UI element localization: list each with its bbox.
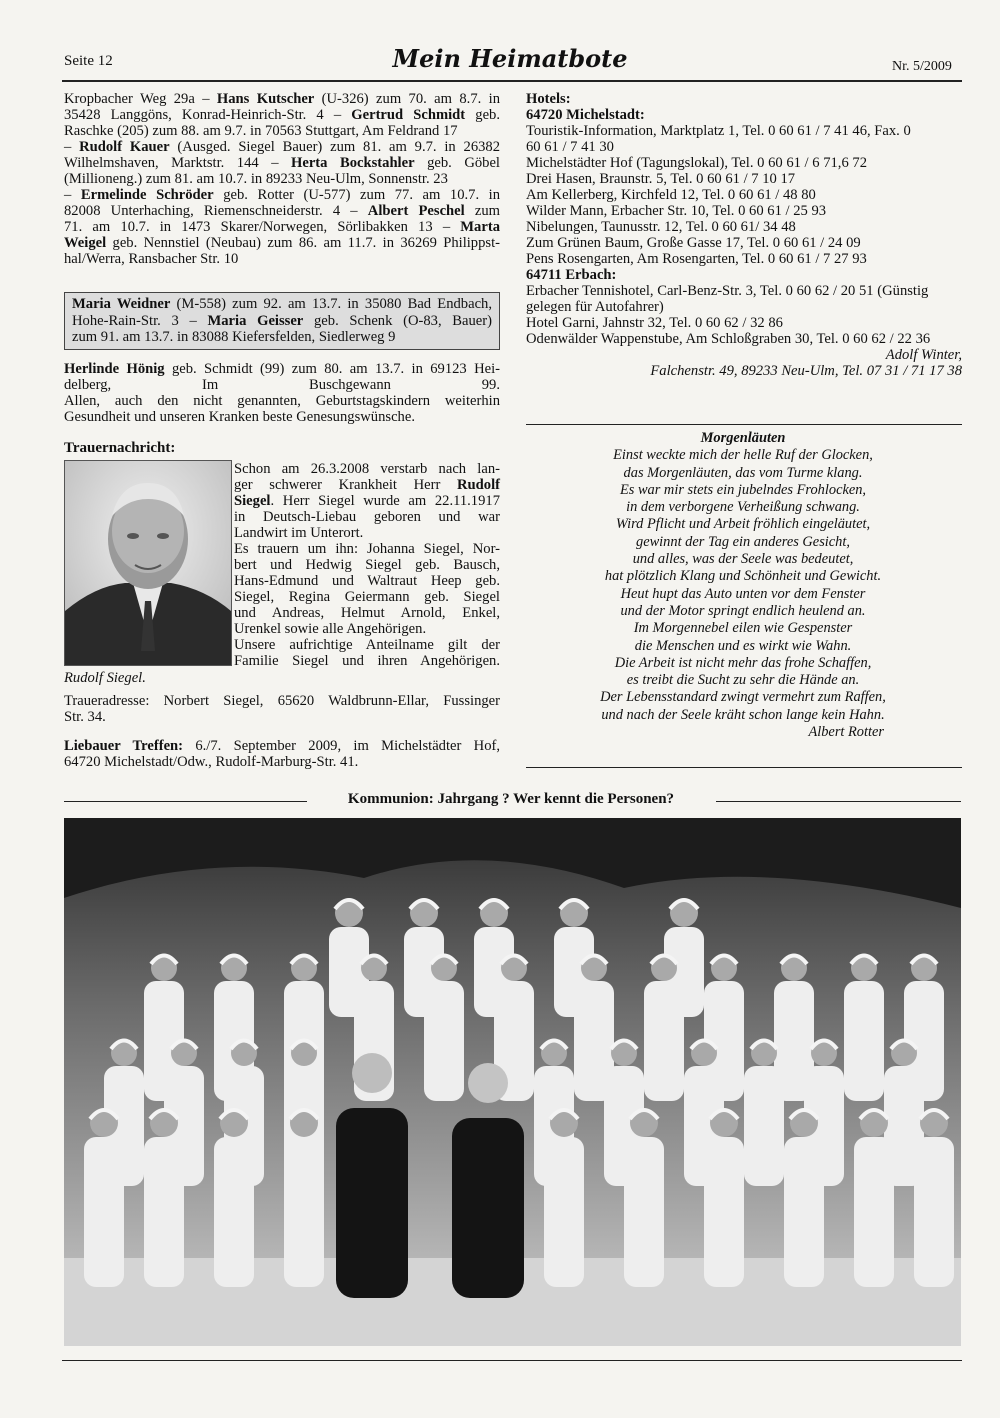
person-name: Siegel [234,493,271,509]
person-name: Gertrud Schmidt [351,107,466,123]
poem-line: Die Arbeit ist nicht mehr das frohe Schaffen, [614,654,872,671]
poem-line: das Morgenläuten, das vom Turme klang. [623,464,863,481]
signature-address: Falchenstr. 49, 89233 Neu-Ulm, Tel. 07 31 / 71 17 38 [650,363,962,379]
hotel-entry: Touristik-Information, Marktplatz 1, Tel. 0 60 61 / 7 41 46, Fax. 0 [526,123,911,139]
page-number: Seite 12 [64,53,113,69]
poem-title: Morgenläuten [700,430,786,446]
text-line: ger schwerer Krankheit Herr Rudolf [234,477,500,493]
masthead-text: Mein Heimatbote [392,44,628,73]
person-name: Weigel [64,235,107,251]
text-line: Raschke (205) zum 88. am 9.7. in 70563 Stuttgart, Am Feldrand 17 [64,123,458,139]
hotels-heading: Hotels: [526,91,571,107]
hotel-entry: Wilder Mann, Erbacher Str. 10, Tel. 0 60 61 / 25 93 [526,203,827,219]
person-name: Herta Bockstahler [291,155,415,171]
treffen-notice [64,738,500,770]
hotel-entry: Am Kellerberg, Kirchfeld 12, Tel. 0 60 61 / 48 80 [526,187,816,203]
caption-rule-right [716,801,961,802]
poem-author: Albert Rotter [808,724,884,741]
text-line: Siegel, Regina Geiermann geb. Siegel [234,589,500,605]
poem-line: und der Motor springt endlich heulend an. [620,602,866,619]
header-rule [62,80,962,82]
poem-line: Wird Pflicht und Arbeit fröhlich eingeläutet, [615,516,871,533]
bottom-rule [62,1360,962,1361]
erbach-heading: 64711 Erbach: [526,267,617,283]
text-line: Landwirt im Unterort. [234,525,364,541]
poem-line: gewinnt der Tag ein anderes Gesicht, [636,533,850,550]
portrait-caption: Rudolf Siegel. [64,670,146,686]
text-line: Urenkel sowie alle Angehörigen. [234,621,427,637]
text-line: – Ermelinde Schröder geb. Rotter (U-577) zum 77. am 10.7. in [64,187,500,203]
text-line: Hans-Edmund und Waltraut Heep geb. [234,573,500,589]
michelstadt-heading: 64720 Michelstadt: [526,107,645,123]
text-line: – Rudolf Kauer (Ausged. Siegel Bauer) zum 81. am 9.7. in 26382 [64,139,501,155]
text-line: Maria Weidner (M-558) zum 92. am 13.7. in 35080 Bad Endbach, [72,296,492,312]
text-line: Gesundheit und unseren Kranken beste Genesungswünsche. [64,409,415,425]
poem-top-rule [526,424,962,425]
text-line: und Andreas, Helmut Arnold, Enkel, [234,605,500,621]
person-name: Hans Kutscher [216,91,315,107]
text-line: 35428 Langgöns, Konrad-Heinrich-Str. 4 – Gertrud Schmidt geb. [64,107,500,123]
erbach-hotels [526,283,962,347]
hotel-entry: Erbacher Tennishotel, Carl-Benz-Str. 3, Tel. 0 60 62 / 20 51 (Günstig [526,283,929,299]
text-line: zum 91. am 13.7. in 83088 Kiefersfelden, Siedlerweg 9 [72,329,396,345]
poem-line: Einst weckte mich der helle Ruf der Glocken, [613,447,873,464]
poem-line: die Menschen und es wirkt wie Wahn. [634,637,852,654]
obituary-text [234,461,500,669]
text-line: Weigel geb. Nennstiel (Neubau) zum 86. am 11.7. in 36269 Philippst- [64,235,500,251]
text-line: Es trauern um ihn: Johanna Siegel, Nor- [234,541,500,557]
treffen-text: 6./7. September 2009, im Michelstädter Hof, [183,738,500,754]
poem-line: Heut hupt das Auto unten vor dem Fenster [620,585,866,602]
hotel-entry: Michelstädter Hof (Tagungslokal), Tel. 0 60 61 / 6 71,6 72 [526,155,867,171]
michelstadt-hotels [526,123,962,267]
poem-line: Im Morgennebel eilen wie Gespenster [633,620,853,637]
person-name: Maria Weidner [72,296,171,312]
poem [526,430,960,741]
caption-rule-left [64,801,307,802]
kommunion-caption-row [64,791,961,811]
text-line: Allen, auch den nicht genannten, Geburtstagskindern weiterhin [64,393,500,409]
issue-number: Nr. 5/2009 [892,59,952,74]
text-line: Hohe-Rain-Str. 3 – Maria Geisser geb. Schenk (O-83, Bauer) [72,312,493,329]
text-line: Siegel. Herr Siegel wurde am 22.11.1917 [234,493,500,509]
person-name: Rudolf Kauer [79,139,170,155]
hotel-list [526,91,962,379]
communion-group-photo [64,818,961,1346]
poem-line: Der Lebensstandard zwingt vermehrt zum Raffen, [600,689,886,706]
hotel-entry: Hotel Garni, Jahnstr 32, Tel. 0 60 62 / 32 86 [526,315,783,331]
hotel-entry: 60 61 / 7 41 30 [526,139,614,155]
poem-line: und alles, was der Seele was bedeutet, [632,551,854,568]
hotel-entry: Zum Grünen Baum, Große Gasse 17, Tel. 0 60 61 / 24 09 [526,235,861,251]
trauer-address-line: Traueradresse: Norbert Siegel, 65620 Waldbrunn-Ellar, Fussinger [64,693,500,709]
hotel-entry: Odenwälder Wappenstube, Am Schloßgraben 30, Tel. 0 60 62 / 22 36 [526,331,931,347]
person-name: Herlinde Hönig [64,361,165,377]
text-line: Schon am 26.3.2008 verstarb nach lan- [234,461,500,477]
text-line: bert und Hedwig Siegel geb. Bausch, [234,557,500,573]
portrait-photo [64,460,232,666]
text-line: delberg, Im Buschgewann 99. [64,377,500,393]
person-name: Maria Geisser [207,312,304,329]
text-line: Unsere aufrichtige Anteilname gilt der [234,637,500,653]
hotel-entry: Pens Rosengarten, Am Rosengarten, Tel. 0 60 61 / 7 27 93 [526,251,867,267]
hotel-entry: gelegen für Autofahrer) [526,299,664,315]
birthday-closing [64,361,500,425]
poem-line: in dem verborgene Verheißung schwang. [626,499,860,516]
obituary-heading: Trauernachricht: [64,440,176,456]
poem-line: hat plötzlich Klang und Schönheit und Gewicht. [604,568,882,585]
text-line: (Millioneng.) zum 81. am 10.7. in 89233 Neu-Ulm, Sonnenstr. 23 [64,171,448,187]
poem-line: es treibt die Sucht zu sehr die Hände an. [626,672,860,689]
kommunion-caption: Kommunion: Jahrgang ? Wer kennt die Personen? [347,791,675,807]
text-line: Herlinde Hönig geb. Schmidt (99) zum 80. am 13.7. in 69123 Hei- [64,361,500,377]
poem-line: Es war mir stets ein jubelndes Frohlocken, [619,481,867,498]
poem-body [526,447,960,724]
birthday-highlight-box [64,292,500,350]
trauer-address [64,693,500,725]
person-name: Albert Peschel [367,203,465,219]
person-name: Rudolf [457,477,500,493]
hotel-entry: Nibelungen, Taunusstr. 12, Tel. 0 60 61/ 34 48 [526,219,796,235]
text-line: Familie Siegel und ihren Angehörigen. [234,653,500,669]
text-line: 71. am 10.7. in 1473 Skarer/Norwegen, Sörlibakken 13 – Marta [64,219,500,235]
hotel-entry: Drei Hasen, Braunstr. 5, Tel. 0 60 61 / 7 10 17 [526,171,796,187]
poem-line: und nach der Seele kräht schon lange kein Hahn. [601,706,885,723]
signature-name: Adolf Winter, [885,347,962,363]
birthday-list [64,91,500,267]
treffen-label: Liebauer Treffen: [64,738,184,754]
trauer-address-line: Str. 34. [64,709,106,725]
text-line: 82008 Unterhaching, Riemenschneiderstr. 4 – Albert Peschel zum [64,203,501,219]
text-line: Kropbacher Weg 29a – Hans Kutscher (U-326) zum 70. am 8.7. in [64,91,501,107]
masthead-logo [392,40,628,76]
person-name: Marta [460,219,500,235]
person-name: Ermelinde Schröder [80,187,214,203]
text-line: in Deutsch-Liebau geboren und war [234,509,500,525]
text-line: hal/Werra, Ransbacher Str. 10 [64,251,239,267]
poem-bottom-rule [526,767,962,768]
treffen-address: 64720 Michelstadt/Odw., Rudolf-Marburg-Str. 41. [64,754,359,770]
text-line: Wilhelmshaven, Marktstr. 144 – Herta Bockstahler geb. Göbel [64,155,500,171]
